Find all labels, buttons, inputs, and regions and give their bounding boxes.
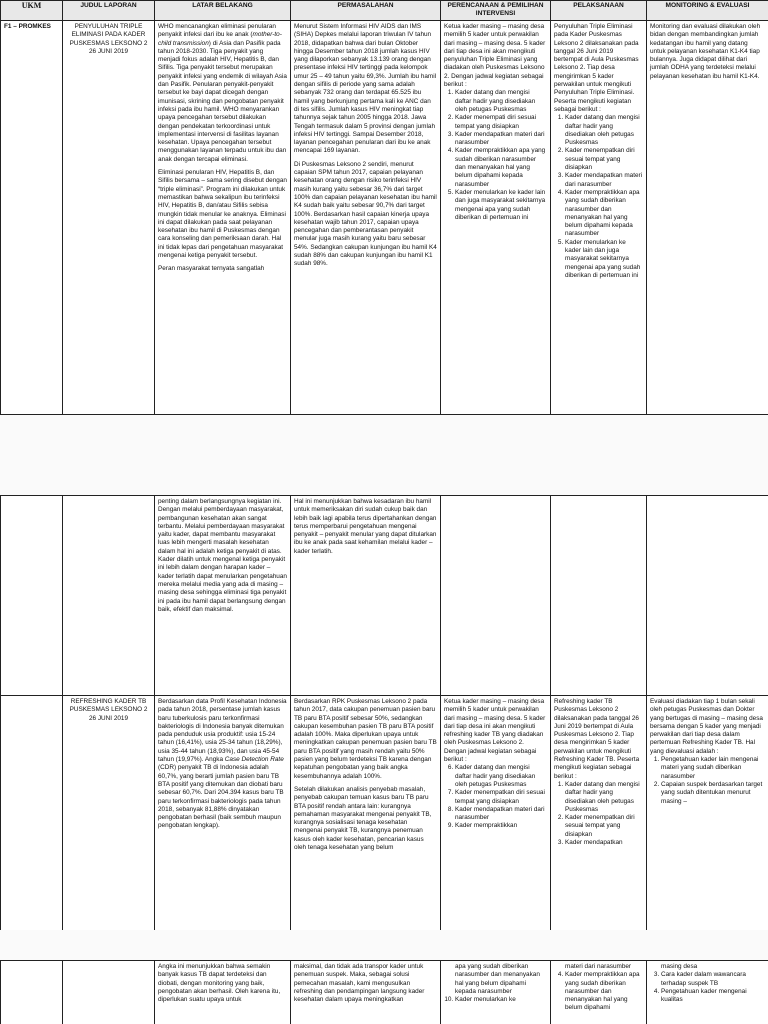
document-page-1 [0, 0, 768, 415]
permasalahan-cell [291, 21, 441, 415]
page-gap [0, 415, 768, 495]
header-latar: LATAR BELAKANG [155, 1, 291, 21]
monitoring-cell [647, 961, 768, 1024]
latar-belakang-cell [155, 696, 291, 931]
report-date: 26 JUNI 2019 [88, 714, 129, 722]
paragraph: Refreshing kader TB Puskesmas Leksono 2 dilaksanakan pada tanggal 26 Juni 2019 bertempat di Aula Puskesmas Leksono 2. Tiap desa mengirimkan 5 kader perwakilan untuk mengikuti Refreshing Kader TB. Peserta mengikuti kegiatan sebagai berikut : [554, 698, 640, 780]
pelaksanaan-cell [551, 21, 647, 415]
ukm-cell [1, 496, 63, 696]
list-item: 2. Kader menempatkan diri sesuai tempat yang disiapkan [565, 147, 643, 172]
list-item: 5. Kader menularkan ke kader lain dan juga masyarakat sekitarnya mengenai apa yang sudah diberikan di pertemuan ini [565, 239, 643, 280]
list-item: 3. Kader mendapatkan materi dari narasumber [455, 131, 547, 148]
list-item: 5. Kader menularkan ke kader lain dan juga masyarakat sekitarnya mengenai apa yang sudah diberikan di pertemuan ini [455, 189, 547, 222]
italic-term: Case Detection Rate [224, 756, 284, 764]
document-page-3 [0, 960, 768, 1024]
text-span: Berdasarkan data Profil Kesehatan Indonesia pada tahun 2018, persentase jumlah kasus baru tuberkulosis paru terkonfirmasi bakteriologis di Indonesia banyak ditemukan pada penduduk usia produktif: usia 15-24 tahun (16,41%), usia 25-34 tahun (18,29%), usia 35-44 tahun (18,93%), dan usia 45-54 tahun (19,97%). Angka [158, 698, 287, 764]
text-span: WHO mencanangkan eliminasi penularan penyakit infeksi dari ibu ke anak ( [158, 23, 276, 39]
header-permasalahan: PERMASALAHAN [291, 1, 441, 21]
pelaksanaan-cell [551, 961, 647, 1024]
monitoring-cell [647, 696, 768, 931]
ukm-cell: F1 – PROMKES [1, 21, 63, 415]
paragraph: Ketua kader masing – masing desa memilih 5 kader untuk perwakilan dari masing – masing desa. 5 kader dari tiap desa ini akan mengikuti refreshing kader TB yang diadakan oleh Puskesmas Leksono 2. Dengan jadwal kegiatan sebagai berikut : [444, 698, 546, 764]
report-date: 26 JUNI 2019 [88, 47, 129, 55]
header-perencanaan: PERENCANAAN & PEMILIHAN INTERVENSI [441, 1, 551, 21]
numbered-list [554, 781, 643, 847]
permasalahan-cell: maksimal, dan tidak ada transpor kader untuk penemuan suspek. Maka, sebagai solusi pemecahan masalah, kami mengusulkan refreshing dan pendampingan langsung kader kesehatan dalam upaya meningkatkan [291, 961, 441, 1024]
header-ukm: UKM [1, 1, 63, 21]
list-item: 2. Kader menempatkan diri sesuai tempat yang disiapkan [565, 814, 643, 839]
list-item: 3. Kader mendapatkan materi dari narasumber [565, 172, 643, 189]
table-row [1, 696, 768, 931]
paragraph: Penyuluhan Triple Eliminasi pada Kader Puskesmas Leksono 2 dilaksanakan pada tanggal 26 Juni 2019 bertempat di Aula Puskesmas Leksono 2. Tiap desa mengirimkan 5 kader perwakilan untuk mengikuti Penyuluhan Triple Eliminasi. Peserta mengikuti kegiatan sebagai berikut : [554, 23, 639, 113]
paragraph: Eliminasi penularan HIV, Hepatitis B, dan Sifilis bersama – sama sering disebut dengan “triple eliminasi”. Program ini dilakukan untuk memastikan bahwa sekalipun ibu terinfeksi HIV, Hepatitis B, dan/atau Sifilis sebisa mungkin tidak menular ke anaknya. Eliminasi ini dapat dilakukan pada saat pelayanan kesehatan ibu hamil di Puskesmas dengan cara konseling dan pemeriksaan darah. Hal ini tidak lepas dari pengetahuan masyarakat mengenai ketiga penyakit tersebut. [158, 169, 287, 260]
permasalahan-cell: Hal ini menunjukkan bahwa kesadaran ibu hamil untuk memeriksakan diri sudah cukup baik dan lebih baik lagi apabila terus dipertahankan dengan terus memperbarui pengetahuan mengenai penyakit – penyakit menular yang dapat ditularkan ibu ke anak pada saat kehamilan melalui kader – kader terlatih. [291, 496, 441, 696]
header-pelaksanaan: PELAKSANAAN [551, 1, 647, 21]
paragraph: Menurut Sistem Informasi HIV AIDS dan IMS (SIHA) Depkes melalui laporan triwulan IV tahun 2018, didapatkan bahwa dari bulan Oktober hingga Desember tahun 2018 jumlah kasus HIV yang dilaporkan sebanyak 13.139 orang dengan presentase infeksi HIV tertinggi pada kelompok umur 25 – 49 tahun yaitu 69,3%. Jumlah ibu hamil dengan sifilis di periode yang sama adalah sebanyak 732 orang dan terdapat 65.525 ibu hamil yang berkunjung pertama kali ke ANC dan di tes sifilis. Jumlah kasus HIV meningkat tiap tahunnya sejak tahun 2005 hingga 2018. Jawa Tengah termasuk dalam 5 provinsi dengan jumlah infeksi HIV tertinggi. Sampai Desember 2018, layanan pencegahan penularan dari ibu ke anak mencapai 169 layanan. [294, 23, 437, 155]
paragraph: Di Puskesmas Leksono 2 sendiri, menurut capaian SPM tahun 2017, capaian pelayanan kesehatan orang dengan risiko terinfeksi HIV masih kurang yaitu sebesar 36,7% dari target 100% dan capaian pelayanan kesehatan ibu hamil K4 sudah baik yaitu sebesar 90,7% dari target 100%. Berdasarkan hasil capaian kinerja upaya kesehatan wajib tahun 2017, capaian upaya pencegahan dan pemberantasan penyakit menular juga masih kurang yaitu baru sebesar 54%. Sedangkan cakupan kunjungan ibu hamil K4 sudah 88% dan cakupan kunjungan ibu hamil K1 sudah 98%. [294, 160, 437, 268]
list-item: 6. Kader datang dan mengisi daftar hadir yang disediakan oleh petugas Puskesmas [455, 764, 547, 789]
table-row [1, 496, 768, 696]
report-title-cell [63, 496, 155, 696]
list-item: apa yang sudah diberikan narasumber dan menanyakan hal yang belum dipahami kepada narasumber [455, 963, 540, 995]
list-item: 4. Kader mempraktikkan apa yang sudah diberikan narasumber dan menanyakan hal yang belum dipahami kepada narasumber [455, 147, 547, 188]
italic-term: mother-to-child transmission [158, 31, 282, 47]
list-item: 10. Kader menularkan ke [455, 996, 547, 1004]
numbered-list [444, 764, 547, 830]
latar-belakang-cell [155, 21, 291, 415]
list-item: 4. Pengetahuan kader mengenai kualitas [661, 988, 765, 1005]
report-table [0, 0, 768, 415]
report-title: PENYULUHAN TRIPLE ELIMINASI PADA KADER PUSKESMAS LEKSONO 2 [69, 23, 148, 47]
paragraph: Berdasarkan RPK Puskesmas Leksono 2 pada tahun 2017, data cakupan penemuan pasien baru TB paru BTA positif sebesar 50%, sedangkan cakupan kesembuhan pasien TB paru BTA positif adalah 100%. Maka diperlukan upaya untuk meningkatkan cakupan penemuan pasien baru TB paru BTA positif yang masih rendah yaitu 50% pasien yang belum terdeteksi TB karena dengan kepatuhan pengobatan yang baik angka kesembuhannya adalah 100%. [294, 698, 437, 780]
table-row [1, 961, 768, 1024]
paragraph [158, 23, 287, 164]
paragraph: Setelah dilakukan analisis penyebab masalah, penyebab cakupan temuan kasus baru TB paru BTA positif rendah antara lain: kurangnya pemahaman masyarakat mengenai penyakit TB, kurangnya sosialisasi tenaga kesehatan mengenai penyakit TB, kurangnya penemuan kasus oleh kader kesehatan, pencarian kasus oleh tenaga kesehatan yang belum [294, 785, 432, 852]
page-gap [0, 930, 768, 960]
text-span: (CDR) penyakit TB di Indonesia adalah 60,7%, yang berarti jumlah pasien baru TB BTA positif yang ditemukan dan diobati baru sebesar 60,7%. Dari 204.394 kasus baru TB paru terkonfirmasi bakteriologis pada tahun 2018, sebanyak 81,88% dinyatakan pengobatan berhasil (baik sembuh maupun pengobatan lengkap). [158, 764, 284, 830]
report-title-cell [63, 696, 155, 931]
permasalahan-cell [291, 696, 441, 931]
report-table [0, 960, 768, 1024]
list-item: 3. Cara kader dalam wawancara terhadap suspek TB [661, 971, 765, 988]
report-table [0, 495, 768, 930]
text-span: ) di Asia dan Pasifik pada tahun 2018-2030. Tiga penyakit yang menjadi fokus adalah HIV, Hepatitis B, dan Sifilis. Tiga penyakit tersebut merupakan penyakit infeksi yang endemik di wilayah Asia dan Pasifik. Penularan penyakit-penyakit tersebut ke bayi dapat dicegah dengan imunisasi, skrining dan pengobatan penyakit infeksi pada ibu hamil. WHO menyarankan upaya pencegahan tersebut dilakukan dengan pendekatan terkoordinasi untuk implementasi intervensi di fasilitas layanan kesehatan. Upaya pencegahan tersebut menggunakan layanan terpadu untuk ibu dan anak dengan tercapai eliminasi. [158, 39, 287, 163]
pelaksanaan-cell [551, 696, 647, 931]
list-item: 1. Kader datang dan mengisi daftar hadir yang disediakan oleh petugas Puskesmas [565, 781, 643, 814]
numbered-list [554, 114, 643, 280]
monitoring-cell [647, 496, 768, 696]
list-item: 4. Kader mempraktikkan apa yang sudah diberikan narasumber dan menanyakan hal yang belum dipahami [565, 971, 643, 1012]
document-page-2 [0, 495, 768, 930]
list-item: 1. Kader datang dan mengisi daftar hadir yang disediakan oleh petugas Puskesmas [565, 114, 643, 147]
perencanaan-cell [441, 496, 551, 696]
perencanaan-cell [441, 696, 551, 931]
header-monitoring: MONITORING & EVALUASI [647, 1, 768, 21]
list-item: materi dari narasumber [565, 963, 632, 970]
report-title-cell [63, 21, 155, 415]
perencanaan-cell [441, 21, 551, 415]
list-item: 1. Kader datang dan mengisi daftar hadir yang disediakan oleh petugas Puskesmas [455, 89, 547, 114]
ukm-cell [1, 696, 63, 931]
paragraph: Evaluasi diadakan tiap 1 bulan sekali oleh petugas Puskesmas dan Dokter yang bertugas di masing – masing desa bersama dengan 5 kader yang menjadi perwakilan dari tiap desa dalam pertemuan Refreshing Kader TB. Hal yang dievaluasi adalah : [650, 698, 763, 755]
report-title-cell [63, 961, 155, 1024]
table-header-row [1, 1, 768, 21]
ukm-cell [1, 961, 63, 1024]
numbered-list [554, 963, 643, 1013]
numbered-list [650, 756, 765, 806]
paragraph: Peran masyarakat ternyata sangatlah [158, 265, 265, 273]
numbered-list [444, 89, 547, 222]
perencanaan-cell [441, 961, 551, 1024]
pelaksanaan-cell [551, 496, 647, 696]
list-item: 1. Pengetahuan kader lain mengenai materi yang sudah diberikan narasumber [661, 756, 765, 781]
latar-belakang-cell: Angka ini menunjukkan bahwa semakin banyak kasus TB dapat terdeteksi dan diobati, dengan monitoring yang baik, pengobatan akan berhasil. Oleh karena itu, diperlukan suatu upaya untuk [155, 961, 291, 1024]
list-item: 2. Kader menempati diri sesuai tempat yang disiapkan [455, 114, 547, 131]
latar-belakang-cell: penting dalam berlangsungnya kegiatan ini. Dengan melalui pemberdayaan masyarakat, pembangunan kesehatan akan sangat terbantu. Melalui pemberdayaan masyarakat yaitu kader, dapat membantu masyarakat luas lebih mengerti masalah kesehatan dalam hal ini adalah ketiga penyakit di atas. Kader dilatih untuk mengenal ketiga penyakit ini lebih dalam dengan harapan kader – kader terlatih dapat menularkan pengetahuan mereka melalui media yang ada di masing – masing desa sehingga eliminasi tiga penyakit ini pada ibu hamil dapat berlangsung dengan baik, efektif dan maksimal. [155, 496, 291, 696]
list-item: 3. Kader mendapatkan [565, 839, 643, 847]
list-item: 7. Kader menempatkan diri sesuai tempat yang disiapkan [455, 789, 547, 806]
numbered-list [444, 963, 547, 1004]
report-title: REFRESHING KADER TB PUSKESMAS LEKSONO 2 [69, 698, 148, 714]
list-item: masing desa [661, 963, 698, 970]
list-item: 2. Capaian suspek berdasarkan target yang sudah ditentukan menurut masing – [661, 781, 765, 806]
monitoring-cell: Monitoring dan evaluasi dilakukan oleh bidan dengan membandingkan jumlah kedatangan ibu hamil yang datang untuk pelayanan kesehatan K1-K4 tiap bulannya. Juga didapat dilihat dari jumlah ODHA yang terdeteksi melalui pelayanan kesehatan ibu hamil K1-K4. [647, 21, 768, 415]
list-item: 4. Kader mempraktikkan apa yang sudah diberikan narasumber dan menanyakan hal yang belum dipahami kepada narasumber [565, 189, 643, 239]
numbered-list [650, 963, 765, 1004]
paragraph: Ketua kader masing – masing desa memilih 5 kader untuk perwakilan dari masing – masing desa. 5 kader dari tiap desa ini akan mengikuti penyuluhan Triple Eliminasi yang diadakan oleh Puskesmas Leksono 2. Dengan jadwal kegiatan sebagai berikut : [444, 23, 546, 89]
header-judul: JUDUL LAPORAN [63, 1, 155, 21]
list-item: 8. Kader mendapatkan materi dari narasumber [455, 806, 547, 823]
table-row [1, 21, 768, 415]
list-item: 9. Kader mempraktikkan [455, 822, 547, 830]
